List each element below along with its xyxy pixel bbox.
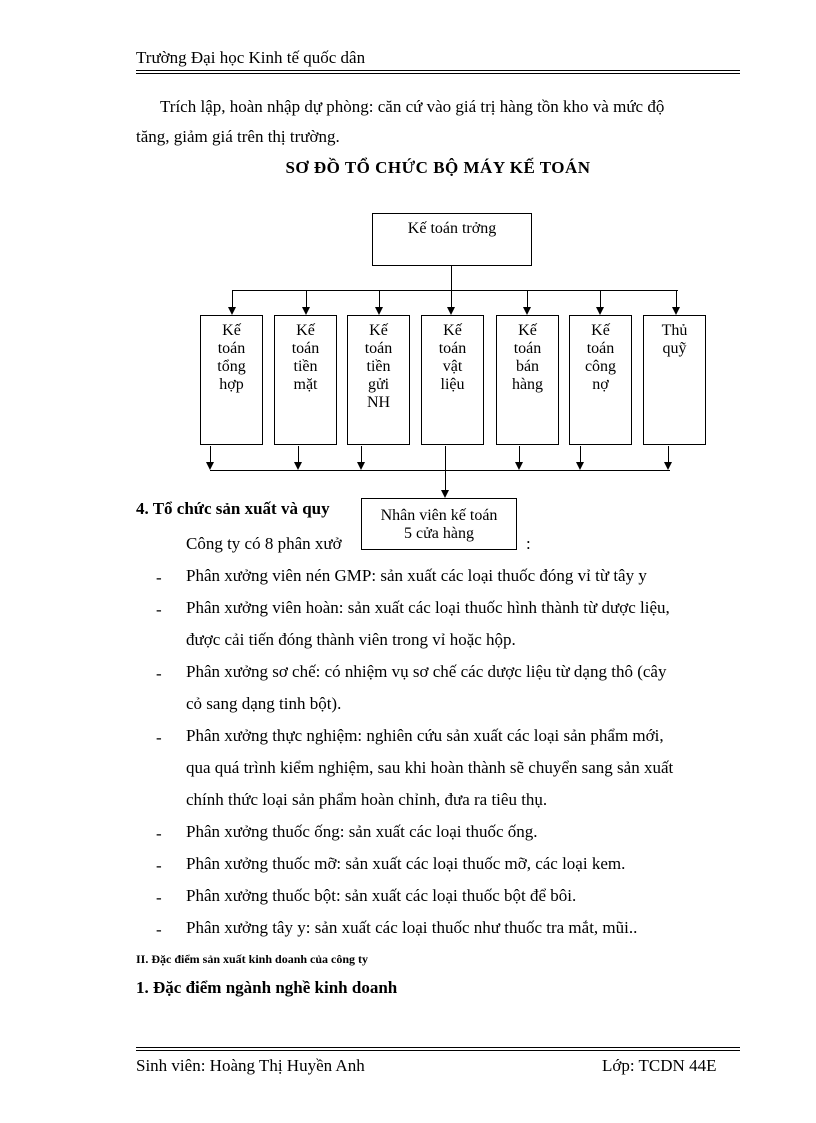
department-box-label: Kế [518,322,537,339]
arrow-down-1 [228,307,236,315]
department-box-label: liệu [440,376,465,393]
department-box-label: mặt [293,376,318,393]
arrow-bottom-5 [515,462,523,470]
department-box-label: hàng [511,376,544,393]
department-box-label: Kế [591,322,610,339]
header-rule-top [136,70,740,71]
bullet-text-line: Phân xưởng thuốc mỡ: sản xuất các loại thuốc mỡ, các loại kem. [186,854,626,873]
footer-rule-bottom [136,1050,740,1051]
bullet-mark: - [156,664,162,683]
bullet-text-line: Phân xưởng tây y: sản xuất các loại thuốc như thuốc tra mắt, mũi.. [186,918,638,937]
department-box-label: bán [515,358,540,375]
department-box-label: Kế [222,322,241,339]
header-rule-bottom [136,73,740,74]
department-box-6 [569,315,632,445]
department-box-5 [496,315,559,445]
department-box-label: quỹ [662,340,687,357]
bullet-text-line: Phân xưởng viên nén GMP: sản xuất các loại thuốc đóng vỉ từ tây y [186,566,647,585]
connector-bottom-horizontal [210,470,670,471]
bullet-text-line: cỏ sang dạng tinh bột). [186,694,342,713]
department-box-label: công [584,358,617,375]
connector-down-4 [451,290,452,307]
bullet-mark: - [156,920,162,939]
arrow-down-2 [302,307,310,315]
connector-down-2 [306,290,307,307]
section-4-heading: 4. Tổ chức sản xuất và quy [136,499,330,518]
connector-down-7 [676,290,677,307]
department-box-label: tiền [293,358,318,375]
connector-bottom-2 [298,446,299,462]
connector-top-horizontal [232,290,678,291]
connector-down-3 [379,290,380,307]
bullet-text-line: Phân xưởng thuốc bột: sản xuất các loại thuốc bột để bôi. [186,886,577,905]
footer-rule-top [136,1047,740,1048]
chief-accountant-label: Kế toán trởng [407,220,497,237]
page-header-school: Trường Đại học Kinh tế quốc dân [136,48,366,67]
department-box-label: tiền [366,358,391,375]
section-ii-heading: II. Đặc điểm sản xuất kinh doanh của công ty [136,952,369,966]
department-box-label: vật [442,358,463,375]
bullet-text-line: Phân xưởng thuốc ống: sản xuất các loại thuốc ống. [186,822,538,841]
department-box-7 [643,315,706,445]
footer-class: Lớp: TCDN 44E [602,1056,717,1075]
connector-bottom-3 [361,446,362,462]
department-box-label: Kế [296,322,315,339]
connector-bottom-7 [668,446,669,462]
bullet-text-line: chính thức loại sản phẩm hoàn chỉnh, đưa ra tiêu thụ. [186,790,548,809]
section-ii-1-heading: 1. Đặc điểm ngành nghề kinh doanh [136,978,398,997]
connector-bottom-6 [580,446,581,462]
connector-down-5 [527,290,528,307]
bullet-mark: - [156,888,162,907]
department-box-label: toán [217,340,246,357]
arrow-bottom-7 [664,462,672,470]
chief-accountant-box [372,213,532,266]
arrow-down-3 [375,307,383,315]
connector-down-1 [232,290,233,307]
intro-line-1: Trích lập, hoàn nhập dự phòng: căn cứ vào giá trị hàng tồn kho và mức độ [160,97,665,116]
footer-student: Sinh viên: Hoàng Thị Huyền Anh [136,1056,365,1075]
arrow-bottom-1 [206,462,214,470]
department-box-label: Thủ [661,322,688,339]
bullet-mark: - [156,728,162,747]
department-box-1 [200,315,263,445]
connector-down-6 [600,290,601,307]
department-box-label: gửi [367,376,390,393]
department-box-label: toán [291,340,320,357]
department-box-label: NH [366,394,391,411]
bullet-text-line: qua quá trình kiểm nghiệm, sau khi hoàn thành sẽ chuyển sang sản xuất [186,758,674,777]
department-box-label: hợp [219,376,244,393]
arrow-down-6 [596,307,604,315]
section-4-intro-end: : [526,534,531,553]
arrow-bottom-2 [294,462,302,470]
department-box-label: nợ [592,376,609,393]
arrow-to-staff [441,490,449,498]
arrow-down-7 [672,307,680,315]
bullet-mark: - [156,824,162,843]
arrow-bottom-3 [357,462,365,470]
section-4-intro-start: Công ty có 8 phân xưở [186,534,342,553]
bullet-text-line: Phân xưởng viên hoàn: sản xuất các loại thuốc hình thành từ dược liệu, [186,598,670,617]
store-staff-line-1: Nhân viên kế toán [380,507,498,524]
department-box-label: Kế [369,322,388,339]
department-box-2 [274,315,337,445]
arrow-down-5 [523,307,531,315]
bullet-mark: - [156,856,162,875]
bullet-mark: - [156,600,162,619]
bullet-mark: - [156,568,162,587]
department-box-label: tổng [217,358,246,375]
bullet-text-line: Phân xưởng sơ chế: có nhiệm vụ sơ chế các dược liệu từ dạng thô (cây [186,662,667,681]
department-box-3 [347,315,410,445]
department-box-label: toán [438,340,467,357]
connector-chief-down [451,266,452,290]
connector-to-staff [445,446,446,492]
store-staff-line-2: 5 cửa hàng [404,525,474,542]
department-box-label: toán [513,340,542,357]
connector-bottom-1 [210,446,211,462]
bullet-text-line: Phân xưởng thực nghiệm: nghiên cứu sản xuất các loại sản phẩm mới, [186,726,664,745]
arrow-down-4 [447,307,455,315]
connector-bottom-5 [519,446,520,462]
arrow-bottom-6 [576,462,584,470]
department-box-label: Kế [443,322,462,339]
diagram-title: SƠ ĐỒ TỔ CHỨC BỘ MÁY KẾ TOÁN [285,158,591,177]
intro-line-2: tăng, giảm giá trên thị trường. [136,127,340,146]
department-box-4 [421,315,484,445]
store-staff-box [361,498,517,550]
department-box-label: toán [364,340,393,357]
department-box-label: toán [586,340,615,357]
bullet-text-line: được cải tiến đóng thành viên trong vỉ hoặc hộp. [186,630,516,649]
